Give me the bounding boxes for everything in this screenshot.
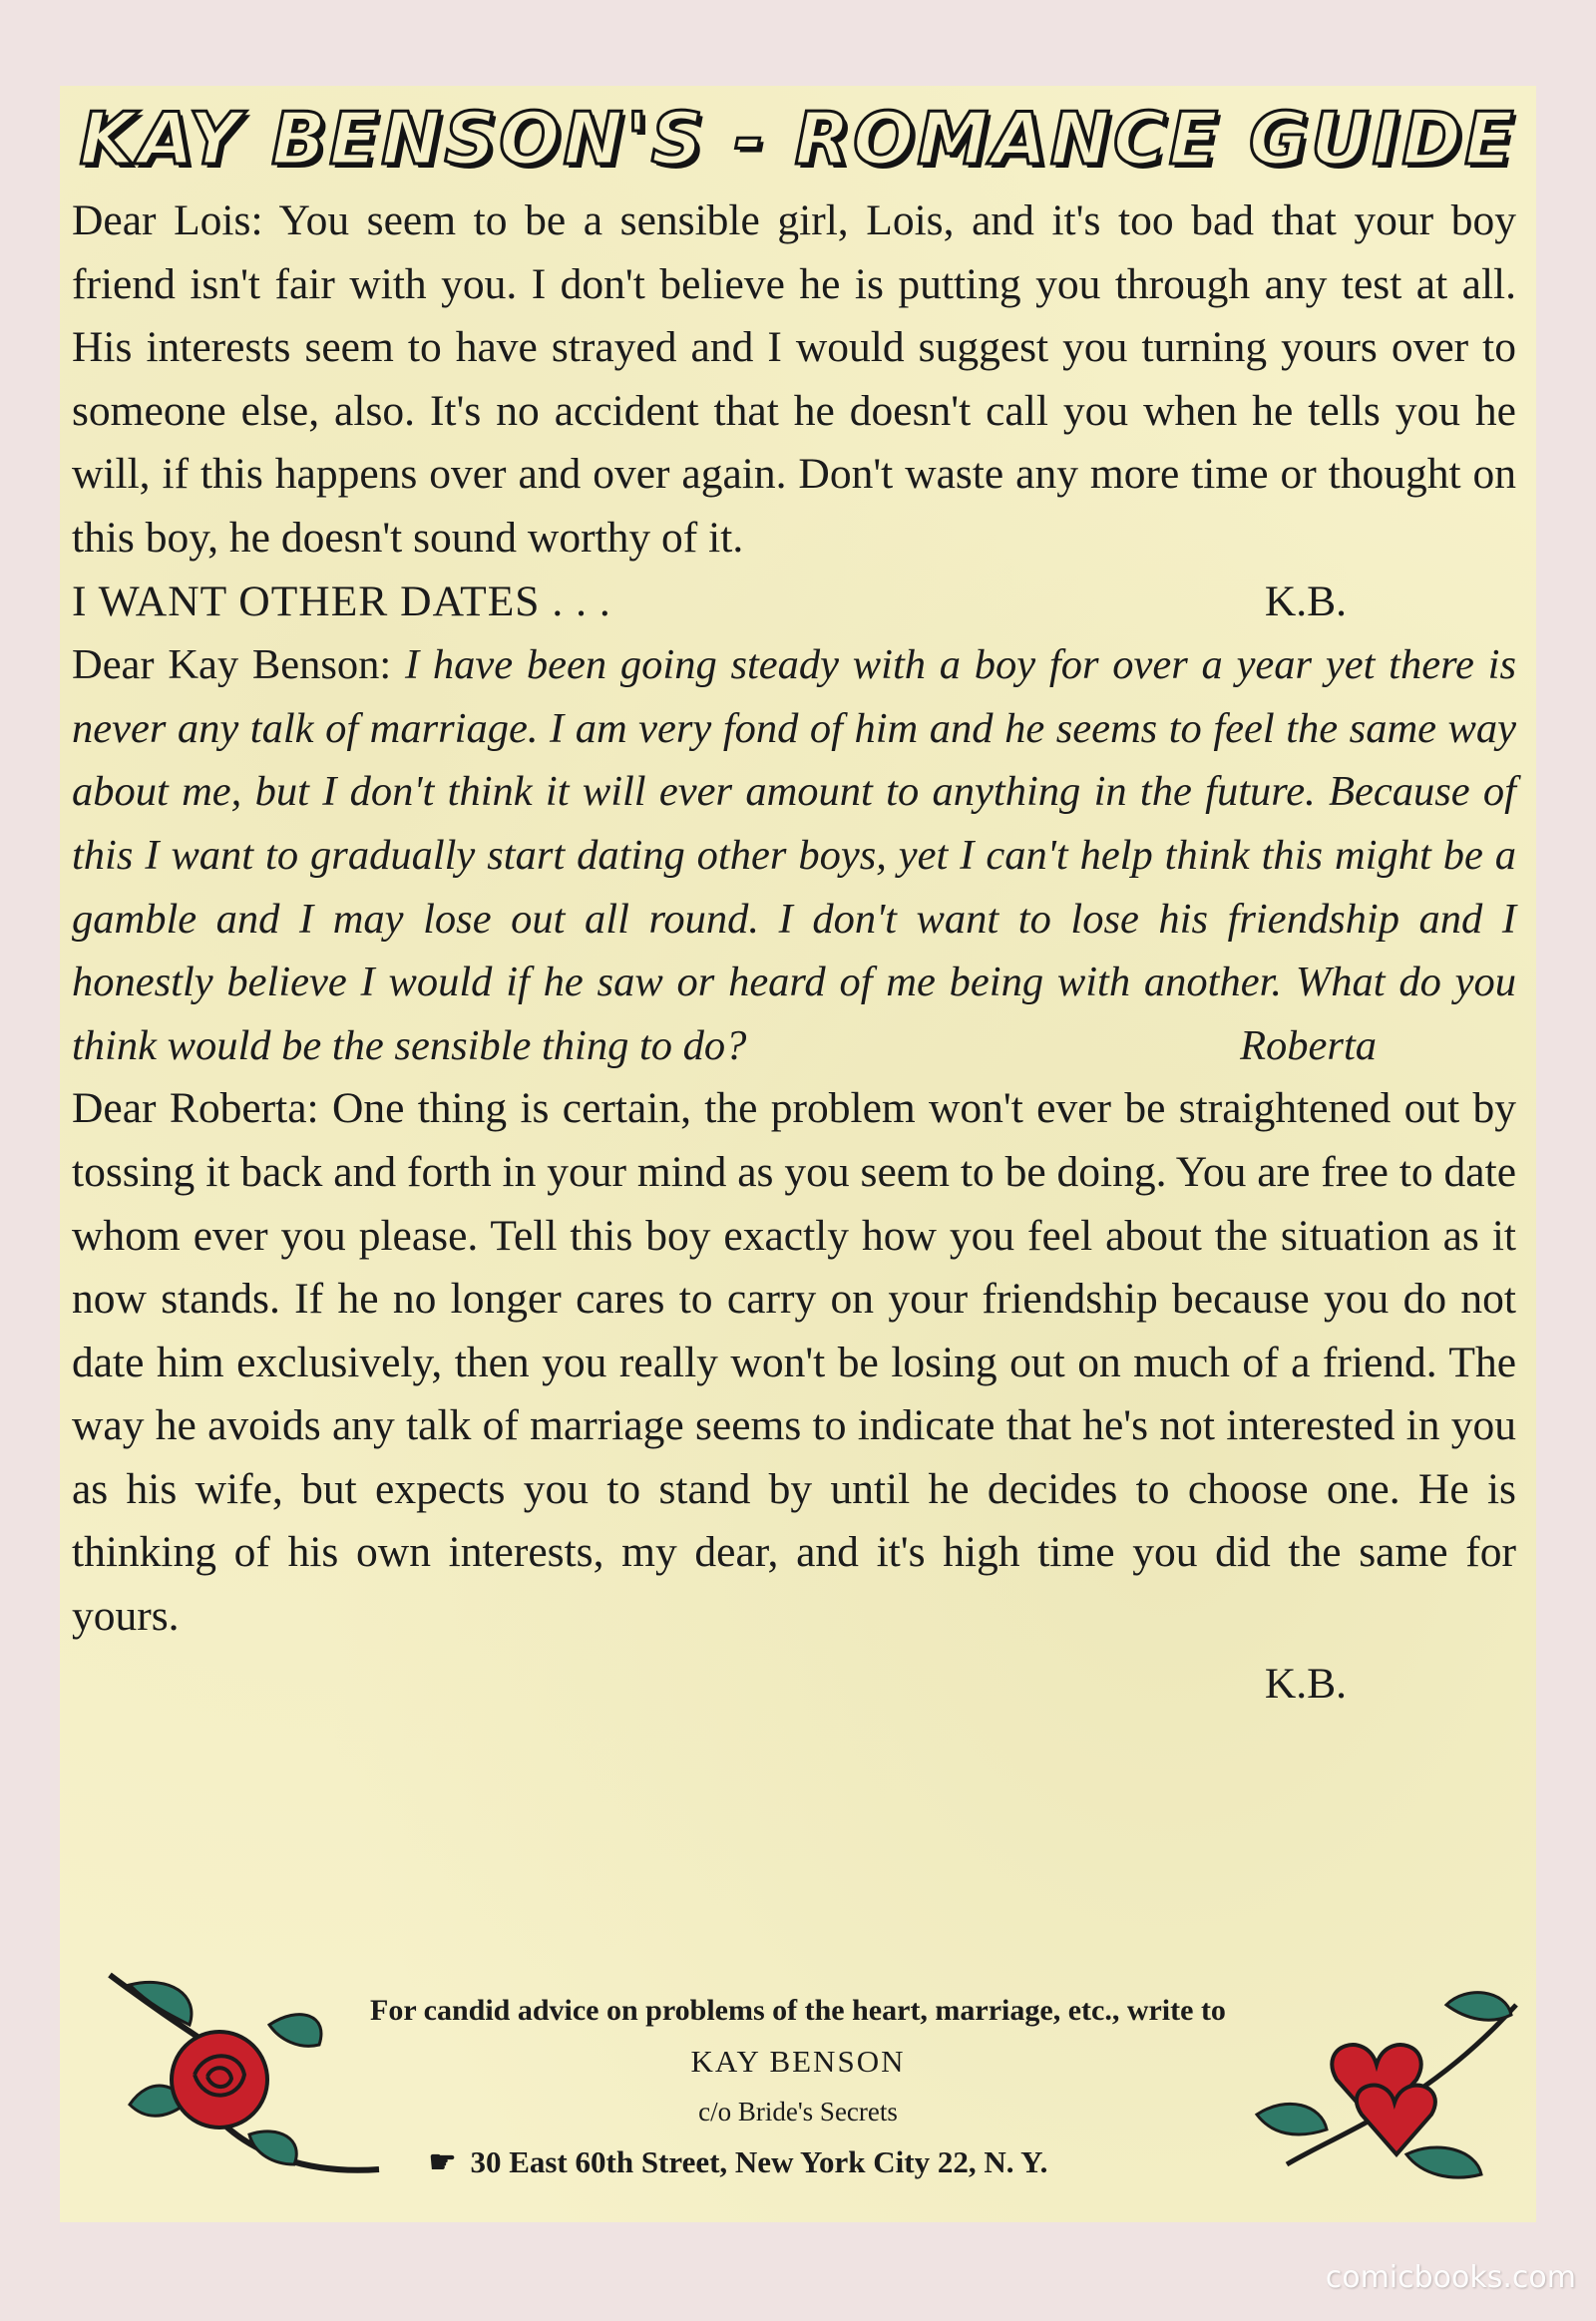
reply1-text: You seem to be a sensible girl, Lois, and it's too bad that your boy friend isn't fair with you. I don't believe he is putting you through any test at all. His interests seem to have strayed and I would suggest you turning yours over to someone else, also. It's no accident that he doesn't call you when he tells you he will, if this happens over and over again. Don't waste any more time or thought on this boy, he doesn't sound worthy of it. — [72, 196, 1516, 562]
column-title: KAY BENSON'S - ROMANCE GUIDE — [79, 97, 1517, 181]
footer-line-1: For candid advice on problems of the heart, marriage, etc., write to — [370, 1994, 1226, 2027]
footer-address-row — [239, 2136, 1237, 2188]
letter-heading: I WANT OTHER DATES . . . — [72, 577, 611, 625]
reply2-signature: K.B. — [1264, 1659, 1347, 1708]
footer-line-4: 30 East 60th Street, New York City 22, N. Y. — [470, 2144, 1048, 2179]
reply2-text: One thing is certain, the problem won't ever be straightened out by tossing it back and forth in your mind as you seem to be doing. You are free to date whom ever you please. Tell this boy exactly how you feel about the situation as it now stands. If he no longer cares to carry on your friendship because you do not date him exclusively, then you really won't be losing out on much of a friend. The way he avoids any talk of marriage seems to indicate that he's not interested in you as his wife, but expects you to stand by until he decides to choose one. He is thinking of his own interests, my dear, and it's high time you did the same for yours. — [72, 1084, 1516, 1641]
letter-heading-row — [72, 571, 1516, 634]
footer-line-3: c/o Bride's Secrets — [698, 2097, 898, 2127]
letter2-text: I have been going steady with a boy for over a year yet there is never any talk of marriage. I am very fond of him and he seems to feel the same way about me, but I don't think it will ever amount to anything in the future. Because of this I want to gradually start dating other boys, yet I can't help think this might be a gamble and I may lose out all round. I don't want to lose his friendship and I honestly believe I would if he saw or heard of me being with another. What do you think would be the sensible thing to do? — [72, 641, 1517, 1069]
hearts-icon — [1227, 1965, 1526, 2194]
reply1-signature: K.B. — [1264, 577, 1347, 625]
letter-from-roberta — [72, 633, 1516, 1077]
column-body — [72, 190, 1516, 1719]
reply-to-lois — [72, 190, 1516, 571]
pointing-hand-icon: ☛ — [428, 2144, 457, 2179]
footer-line-2: KAY BENSON — [690, 2044, 906, 2079]
reply2-salutation: Dear Roberta: — [72, 1084, 319, 1133]
letter2-signature: Roberta — [1240, 1021, 1377, 1069]
contact-footer — [359, 1985, 1237, 2188]
letter2-salutation: Dear Kay Benson: — [72, 641, 392, 689]
reply-to-roberta — [72, 1077, 1516, 1648]
watermark: comicbooks.com — [1325, 2260, 1576, 2295]
reply1-salutation: Dear Lois: — [72, 196, 263, 244]
